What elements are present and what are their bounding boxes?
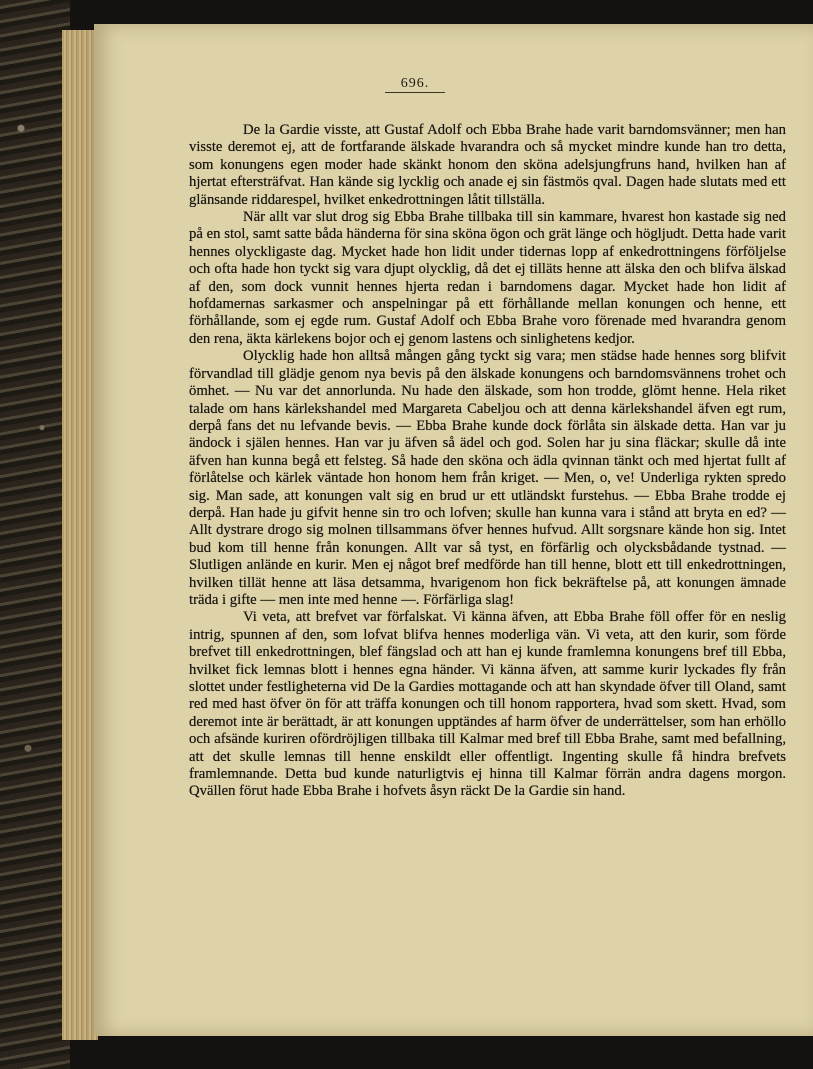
page-body	[189, 122, 786, 801]
page-number: 696.	[385, 76, 445, 93]
paragraph-1: De la Gardie visste, att Gustaf Adolf och Ebba Brahe hade varit barndomsvänner; men han visste deremot ej, att de fortfarande älskade hvarandra och så mycket mindre kunde han tro detta, som konungens egen moder hade skänkt honom den sköna adelsjungfruns hand, hvilken han af hjertat eftersträfvat. Han kände sig lycklig och anade ej sin fästmös qval. Dagen hade slutats med ett glänsande riddarespel, hvilket enkedrottningen låtit tillställa.	[189, 122, 786, 208]
page-edges	[62, 30, 98, 1040]
paragraph-3: Olycklig hade hon alltså mången gång tyckt sig vara; men städse hade hennes sorg blifvit förvandlad till glädje genom nya bevis på den älskade konungens och barndomsvännens trohet och ömhet. — Nu var det annorlunda. Nu hade den älskade, som hon trodde, glömt henne. Hela riket talade om hans kärlekshandel med Margareta Cabeljou och att denna kärlekshandel äfven egt rum, derpå fans det nu lefvande bevis. — Ebba Brahe kunde dock förlåta sin älskade detta. Han var ju ändock i själen hennes. Han var ju äfven så ädel och god. Solen har ju sina fläckar; skulle då inte äfven han kunna begå ett felsteg. Så hade den sköna och ädla qvinnan tänkt och med hjertat fullt af förlåtelse och kärlek väntade hon honom hem från kriget. — Men, o, ve! Underliga rykten spredo sig. Man sade, att konungen valt sig en brud ur ett utländskt furstehus. — Ebba Brahe trodde ej derpå. Han hade ju gifvit henne sin tro och lofven; skulle han kunna vara i stånd att bryta en ed? — Allt dystrare drogo sig molnen tillsammans öfver hennes hufvud. Allt sorgsnare kände hon sig. Intet bud kom till henne från konungen. Allt var så tyst, en förfärlig och olycksbådande tystnad. — Slutligen anlände en kurir. Men ej något bref medförde han till henne, blott ett till enkedrottningen, hvilken tillät henne att läsa detsamma, hvarigenom hon fick bekräftelse på, att konungen ämnade träda i gifte — men inte med henne —. Förfärliga slag!	[189, 348, 786, 608]
paragraph-4: Vi veta, att brefvet var förfalskat. Vi känna äfven, att Ebba Brahe föll offer för en neslig intrig, spunnen af den, som lofvat blifva hennes moderliga vän. Vi veta, att den kurir, som förde brefvet till enkedrottningen, blef fängslad och att han ej kunde framlemna konungens bref till Ebba, hvilket fick lemnas blott i hennes egna händer. Vi känna äfven, att samme kurir lyckades fly från slottet under festligheterna vid De la Gardies mottagande och att han skyndade öfver till Oland, samt red med hast öfver ön för att träffa konungen och till honom rapportera, hvad som skett. Hvad, som deremot inte är berättadt, är att konungen upptändes af harm öfver de underrättelser, som han erhöllo och afsände kuriren ofördröjligen tillbaka till Kalmar med bref till Ebba Brahe, samt med befallning, att det skulle lemnas till henne enskildt eller offentligt. Ingenting skulle få hindra brefvets framlemnande. Detta bud kunde naturligtvis ej hinna till Kalmar förrän andra dagens morgon. Qvällen förut hade Ebba Brahe i hofvets åsyn räckt De la Gardie sin hand.	[189, 609, 786, 800]
book-binding	[0, 0, 70, 1069]
paragraph-2: När allt var slut drog sig Ebba Brahe tillbaka till sin kammare, hvarest hon kastade sig ned på en stol, samt satte båda händerna för sina sköna ögon och grät länge och högljudt. Detta hade varit hennes olyckligaste dag. Mycket hade hon lidit under tidernas lopp af enkedrottningens förföljelse och ofta hade hon tyckt sig vara djupt olycklig, då det ej tilläts henne att älska den och blifva älskad af den, som dock vunnit hennes hjerta redan i barndomens dagar. Mycket hade hon lidit af hofdamernas sarkasmer och anspelningar på ett förhållande mellan konungen och henne, ett förhållande, som ej egde rum. Gustaf Adolf och Ebba Brahe voro förenade med hvarandra genom den rena, äkta kärlekens bojor och ej genom lastens och sinlighetens kedjor.	[189, 209, 786, 347]
